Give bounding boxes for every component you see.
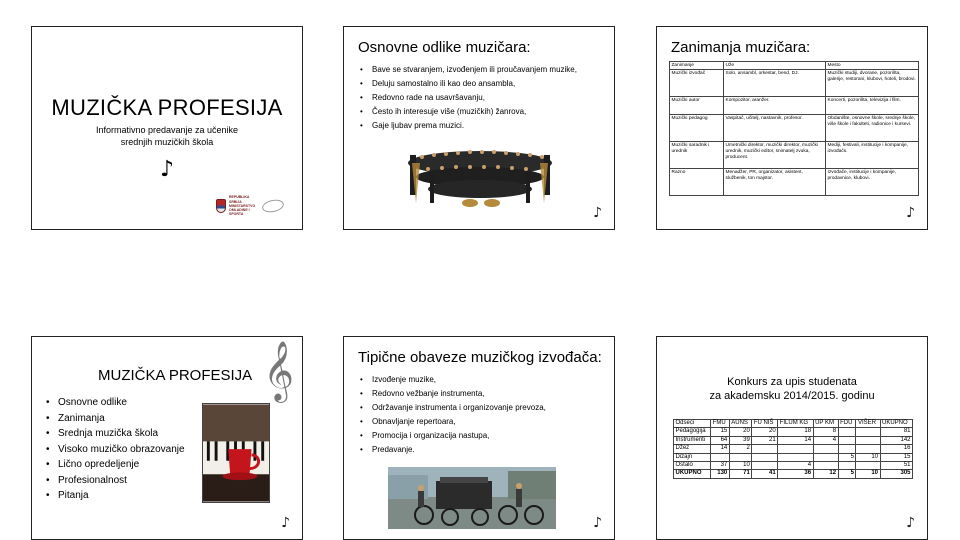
table-row [670, 142, 919, 169]
table-cell: Izvođače, institucije i kompanije, prodavnice, klubovi. [826, 169, 919, 196]
table-cell: Pedagogija [674, 428, 711, 436]
bullet-item: • Profesionalnost [46, 473, 294, 489]
table-cell [813, 445, 838, 453]
logo-swirl-icon [261, 198, 285, 214]
table-cell: 5 [838, 470, 856, 478]
bullet-item: • Bave se stvaranjem, izvođenjem ili proučavanjem muzike, [360, 63, 606, 77]
table-cell: 4 [813, 436, 838, 444]
table-cell: 2 [729, 445, 752, 453]
table-row [674, 453, 913, 461]
slide-title [657, 375, 927, 403]
table-cell: Muzički izvođač [670, 70, 724, 97]
table-cell: 51 [880, 462, 912, 470]
table-cell: Mediji, festivali, institucije i kompanije, izvođačs. [826, 142, 919, 169]
table-cell: 12 [813, 470, 838, 478]
orchestra-photo [400, 133, 560, 215]
piano-cup-photo [202, 403, 270, 503]
table-total-row [674, 470, 913, 478]
bullet-item: • Često ih interesuje više (muzičkih) žanrova, [360, 105, 606, 119]
table-cell: 4 [778, 462, 813, 470]
table-cell: Muzički saradnik i urednik [670, 142, 724, 169]
table-header: Mesto [826, 62, 919, 70]
table-cell: 16 [880, 445, 912, 453]
enrollment-table [673, 419, 913, 479]
table-cell [856, 428, 880, 436]
music-note-icon: ♪ [906, 205, 915, 221]
table-cell: 36 [778, 470, 813, 478]
table-cell [711, 453, 730, 461]
table-cell: 20 [729, 428, 752, 436]
bullet-item: • Predavanje. [360, 443, 606, 457]
table-cell [729, 453, 752, 461]
table-cell: 41 [752, 470, 778, 478]
table-cell: 10 [729, 462, 752, 470]
table-cell: Razno [670, 169, 724, 196]
slide-title: Zanimanja muzičara: [671, 39, 811, 56]
bullet-list [360, 63, 606, 133]
table-cell: 15 [880, 453, 912, 461]
slide-3-thumbnail[interactable] [656, 26, 928, 230]
bullet-item: • Obnavljanje repertoara, [360, 415, 606, 429]
table-cell: Instrumenti [674, 436, 711, 444]
slide-title: Osnovne odlike muzičara: [358, 39, 531, 56]
table-cell [838, 445, 856, 453]
table-cell [752, 462, 778, 470]
table-cell: 8 [813, 428, 838, 436]
table-cell: Kompozitor, aranžer. [724, 97, 826, 115]
music-note-icon: ♪ [593, 205, 602, 221]
table-cell: Muzički autor [670, 97, 724, 115]
table-cell: 142 [880, 436, 912, 444]
table-cell: 10 [856, 470, 880, 478]
music-note-icon: ♪ [593, 515, 602, 531]
table-cell: Vaspitač, učitelj, nastavnik, profesor. [724, 115, 826, 142]
table-cell: 21 [752, 436, 778, 444]
table-cell [856, 436, 880, 444]
slide-title: MUZIČKA PROFESIJA [51, 95, 283, 120]
table-row [670, 97, 919, 115]
slide-title: Tipične obaveze muzičkog izvođača: [358, 349, 602, 366]
table-cell: Solo, ansambl, orkestar, bend, DJ. [724, 70, 826, 97]
table-cell [838, 462, 856, 470]
bullet-item: • Promocija i organizacija nastupa, [360, 429, 606, 443]
table-cell: Umetnički direktor, muzički direktor, muzički urednik, muzički editor, snimatelj zvuka, producent. [724, 142, 826, 169]
table-cell: 37 [711, 462, 730, 470]
table-cell: UKUPNO [674, 470, 711, 478]
table-cell: 14 [711, 445, 730, 453]
slide-subtitle [72, 124, 262, 148]
table-header-row [674, 420, 913, 428]
table-cell: Menadžer, PR, organizator, asistent, službenik, ton majstor. [724, 169, 826, 196]
table-row [670, 169, 919, 196]
bullet-item: • Visoko muzičko obrazovanje [46, 442, 294, 458]
table-cell: 5 [838, 453, 856, 461]
table-cell [838, 436, 856, 444]
table-cell: 15 [711, 428, 730, 436]
table-header: FDU [838, 420, 856, 428]
table-row [670, 70, 919, 97]
professions-table [669, 61, 919, 196]
bullet-item: • Srednja muzička škola [46, 426, 294, 442]
bullet-item: • Zanimanja [46, 411, 294, 427]
table-header: FMU [711, 420, 730, 428]
table-cell [752, 445, 778, 453]
table-header: Uže [724, 62, 826, 70]
table-cell [752, 453, 778, 461]
table-header-row [670, 62, 919, 70]
table-cell: 130 [711, 470, 730, 478]
logo-text: REPUBLIKA SRBIJA MINISTARSTVO OMLADINE I SPORTA [229, 195, 256, 217]
table-cell [813, 453, 838, 461]
bullet-item: • Deluju samostalno ili kao deo ansambla, [360, 77, 606, 91]
table-cell: Dizajn [674, 453, 711, 461]
ministry-logo [216, 195, 288, 217]
bullet-item: • Gaje ljubav prema muzici. [360, 119, 606, 133]
table-cell [778, 453, 813, 461]
table-header: Odseci [674, 420, 711, 428]
crest-icon [216, 199, 226, 213]
slide-6-thumbnail[interactable] [656, 336, 928, 540]
music-note-icon: ♪ [281, 515, 290, 531]
bicycle-transport-photo [388, 467, 556, 529]
table-cell [813, 462, 838, 470]
table-header: UKUPNO [880, 420, 912, 428]
slide-title: MUZIČKA PROFESIJA [98, 367, 253, 384]
table-cell: 64 [711, 436, 730, 444]
table-cell: 14 [778, 436, 813, 444]
table-cell: Muzički pedagog [670, 115, 724, 142]
music-note-icon: ♪ [906, 515, 915, 531]
bullet-list [360, 373, 606, 457]
subtitle-line-1: Informativno predavanje za učenike [95, 125, 239, 135]
subtitle-line-2: srednjih muzičkih škola [120, 137, 214, 147]
table-row [670, 115, 919, 142]
table-cell: 305 [880, 470, 912, 478]
table-cell: 10 [856, 453, 880, 461]
table-header: AUNS [729, 420, 752, 428]
table-cell: 39 [729, 436, 752, 444]
table-cell: 81 [880, 428, 912, 436]
bullet-item: • Izvođenje muzike, [360, 373, 606, 387]
table-cell: 18 [778, 428, 813, 436]
table-cell [856, 462, 880, 470]
table-cell: Koncerti, pozorišta, televizija i film. [826, 97, 919, 115]
table-cell: Ostalo [674, 462, 711, 470]
slide-4-thumbnail[interactable] [31, 336, 303, 540]
table-row [674, 445, 913, 453]
table-row [674, 436, 913, 444]
table-row [674, 428, 913, 436]
bullet-item: • Lično opredeljenje [46, 457, 294, 473]
table-header: UP KM [813, 420, 838, 428]
bullet-item: • Pitanja [46, 488, 294, 504]
table-cell: Obdanište, osnovne škole, srednje škole, više škole i fakulteti, radionice i kursevi. [826, 115, 919, 142]
table-cell: 71 [729, 470, 752, 478]
bullet-item: • Redovno vežbanje instrumenta, [360, 387, 606, 401]
table-header: FU NIŠ [752, 420, 778, 428]
slide-1-thumbnail[interactable] [31, 26, 303, 230]
table-cell [856, 445, 880, 453]
table-row [674, 462, 913, 470]
table-cell [838, 428, 856, 436]
table-cell: Džez [674, 445, 711, 453]
music-note-icon: ♪ [159, 157, 175, 182]
slide-2-thumbnail[interactable] [343, 26, 615, 230]
table-header: Zanimanje [670, 62, 724, 70]
title-line-2: za akademsku 2014/2015. godinu [709, 390, 875, 402]
bullet-item: • Redovno rade na usavršavanju, [360, 91, 606, 105]
table-cell [778, 445, 813, 453]
bullet-item: • Održavanje instrumenta i organizovanje prevoza, [360, 401, 606, 415]
title-line-1: Konkurs za upis studenata [727, 376, 857, 388]
table-header: FILUM KG [778, 420, 813, 428]
table-header: VIŠER [856, 420, 880, 428]
slide-5-thumbnail[interactable] [343, 336, 615, 540]
table-cell: 20 [752, 428, 778, 436]
table-cell: Muzički studiji, dvorane, pozorišta, galerije, restorani, klubovi, hoteli, brodovi. [826, 70, 919, 97]
treble-clef-icon: 𝄞 [263, 341, 294, 401]
bullet-item: • Osnovne odlike [46, 395, 294, 411]
